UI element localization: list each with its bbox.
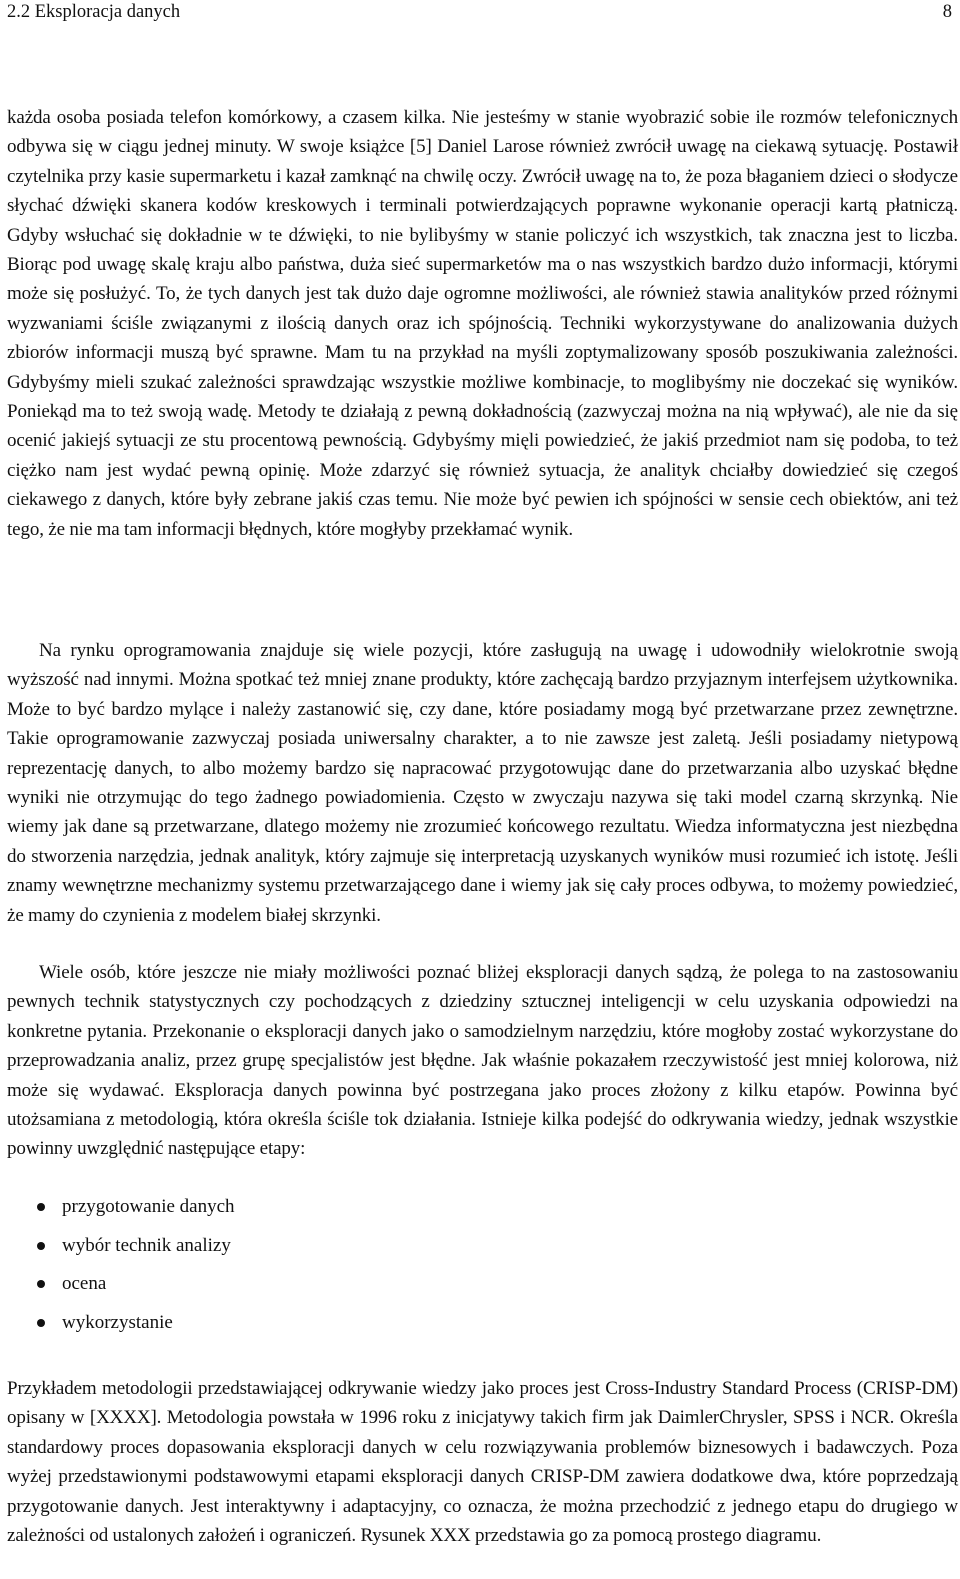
list-item-text: wybór technik analizy xyxy=(62,1234,231,1256)
page-header xyxy=(7,0,952,26)
paragraph-data-volume: każda osoba posiada telefon komórkowy, a czasem kilka. Nie jesteśmy w stanie wyobrazić sobie ile rozmów telefonicznych odbywa się w ciągu jednej minuty. W swoje książce [5] Daniel Larose również zwrócił uwagę na ciekawą sytuację. Postawił czytelnika przy kasie supermarketu i kazał zamknąć na chwilę oczy. Zwrócił uwagę na to, że poza błaganiem dzieci o słodycze słychać dźwięki skanera kodów kreskowych i terminali potwierdzających poprawne wykonanie operacji kartą płatniczą. Gdyby wsłuchać się dokładnie w te dźwięki, to nie bylibyśmy w stanie policzyć ich wszystkich, tak znaczna jest to liczba. Biorąc pod uwagę skalę kraju albo państwa, duża sieć supermarketów ma o nas wszystkich bardzo dużo informacji, którymi może się posłużyć. To, że tych danych jest tak dużo daje ogromne możliwości, ale również stawia analityków przed różnymi wyzwaniami ściśle związanymi z ilością danych oraz ich spójnością. Techniki wykorzystywane do analizowania dużych zbiorów informacji muszą być sprawne. Mam tu na przykład na myśli zoptymalizowany sposób poszukiwania zależności. Gdybyśmy mieli szukać zależności sprawdzając wszystkie możliwe kombinacje, to moglibyśmy nie doczekać się wyników. Poniekąd ma to też swoją wadę. Metody te działają z pewną dokładnością (zazwyczaj można na nią wpływać), ale nie da się ocenić jakiejś sytuacji ze stu procentową pewnością. Gdybyśmy mięli powiedzieć, że jakiś przedmiot nam się podoba, to też ciężko nam jest wydać pewną opinię. Może zdarzyć się również sytuacja, że analityk chciałby dowiedzieć się czegoś ciekawego z danych, które były zebrane jakiś czas temu. Nie może być pewien ich spójności w sensie cech obiektów, ani też tego, że nie ma tam informacji błędnych, które mogłyby przekłamać wynik. xyxy=(7,107,958,540)
list-item xyxy=(7,1307,507,1346)
bullet-icon xyxy=(37,1203,45,1211)
section-title: 2.2 Eksploracja danych xyxy=(7,2,181,22)
page-number: 8 xyxy=(942,2,952,22)
list-item-text: przygotowanie danych xyxy=(62,1196,235,1217)
paragraph-data-mining-process: Wiele osób, które jeszcze nie miały możliwości poznać bliżej eksploracji danych sądzą, że polega to na zastosowaniu pewnych technik statystycznych czy pochodzących z dziedziny sztucznej inteligencji w celu uzyskania odpowiedzi na konkretne pytania. Przekonanie o eksploracji danych jako o samodzielnym narzędziu, które mogłoby zostać wykorzystane do przeprowadzania analiz, przez grupę specjalistów jest błędne. Jak właśnie pokazałem rzeczywistość jest mniej kolorowa, niż może się wydawać. Eksploracja danych powinna być postrzegana jako proces złożony z kilku etapów. Powinna być utożsamiana z metodologią, która określa ściśle tok działania. Istnieje kilka podejść do odkrywania wiedzy, jednak wszystkie powinny uwzględnić następujące etapy: xyxy=(7,962,958,1160)
list-item xyxy=(7,1268,507,1307)
list-item-text: wykorzystanie xyxy=(62,1311,173,1333)
list-item xyxy=(7,1230,507,1269)
data-mining-stages-list xyxy=(7,1191,507,1345)
list-item-text: ocena xyxy=(62,1273,107,1294)
bullet-icon xyxy=(37,1319,45,1327)
paragraph-crisp-dm: Przykładem metodologii przedstawiającej odkrywanie wiedzy jako proces jest Cross-Industry Standard Process (CRISP-DM) opisany w [XXXX]. Metodologia powstała w 1996 roku z inicjatywy takich firm jak DaimlerChrysler, SPSS i NCR. Określa standardowy proces dopasowania eksploracji danych w celu rozwiązywania problemów biznesowych i badawczych. Poza wyżej przedstawionymi podstawowymi etapami eksploracji danych CRISP-DM zawiera dodatkowe dwa, które poprzedzają przygotowanie danych. Jest interaktywny i adaptacyjny, co oznacza, że można przechodzić z jednego etapu do drugiego w zależności od ustalonych założeń i ograniczeń. Rysunek XXX przedstawia go za pomocą prostego diagramu. xyxy=(7,1378,958,1547)
bullet-icon xyxy=(37,1280,45,1288)
bullet-icon xyxy=(37,1242,45,1250)
paragraph-software-market: Na rynku oprogramowania znajduje się wiele pozycji, które zasługują na uwagę i udowodniły wielokrotnie swoją wyższość nad innymi. Można spotkać też mniej znane produkty, które zachęcają bardzo przyjaznym interfejsem użytkownika. Może to być bardzo mylące i należy zastanowić się, czy dane, które posiadamy mogą być przetwarzane przez zewnętrzne. Takie oprogramowanie zazwyczaj posiada uniwersalny charakter, a to nie zawsze jest zaletą. Jeśli posiadamy nietypową reprezentację danych, to albo możemy bardzo się napracować przygotowując dane do przetwarzania albo uzyskać błędne wyniki nie otrzymując do tego żadnego powiadomienia. Często w zwyczaju nazywa się taki model czarną skrzynką. Nie wiemy jak dane są przetwarzane, dlatego możemy nie zrozumieć końcowego rezultatu. Wiedza informatyczna jest niezbędna do stworzenia narzędzia, jednak analityk, który zajmuje się interpretacją uzyskanych wyników musi rozumieć ich istotę. Jeśli znamy wewnętrzne mechanizmy systemu przetwarzającego dane i wiemy jak się cały proces odbywa, to możemy powiedzieć, że mamy do czynienia z modelem białej skrzynki. xyxy=(7,640,958,926)
list-item xyxy=(7,1191,507,1230)
